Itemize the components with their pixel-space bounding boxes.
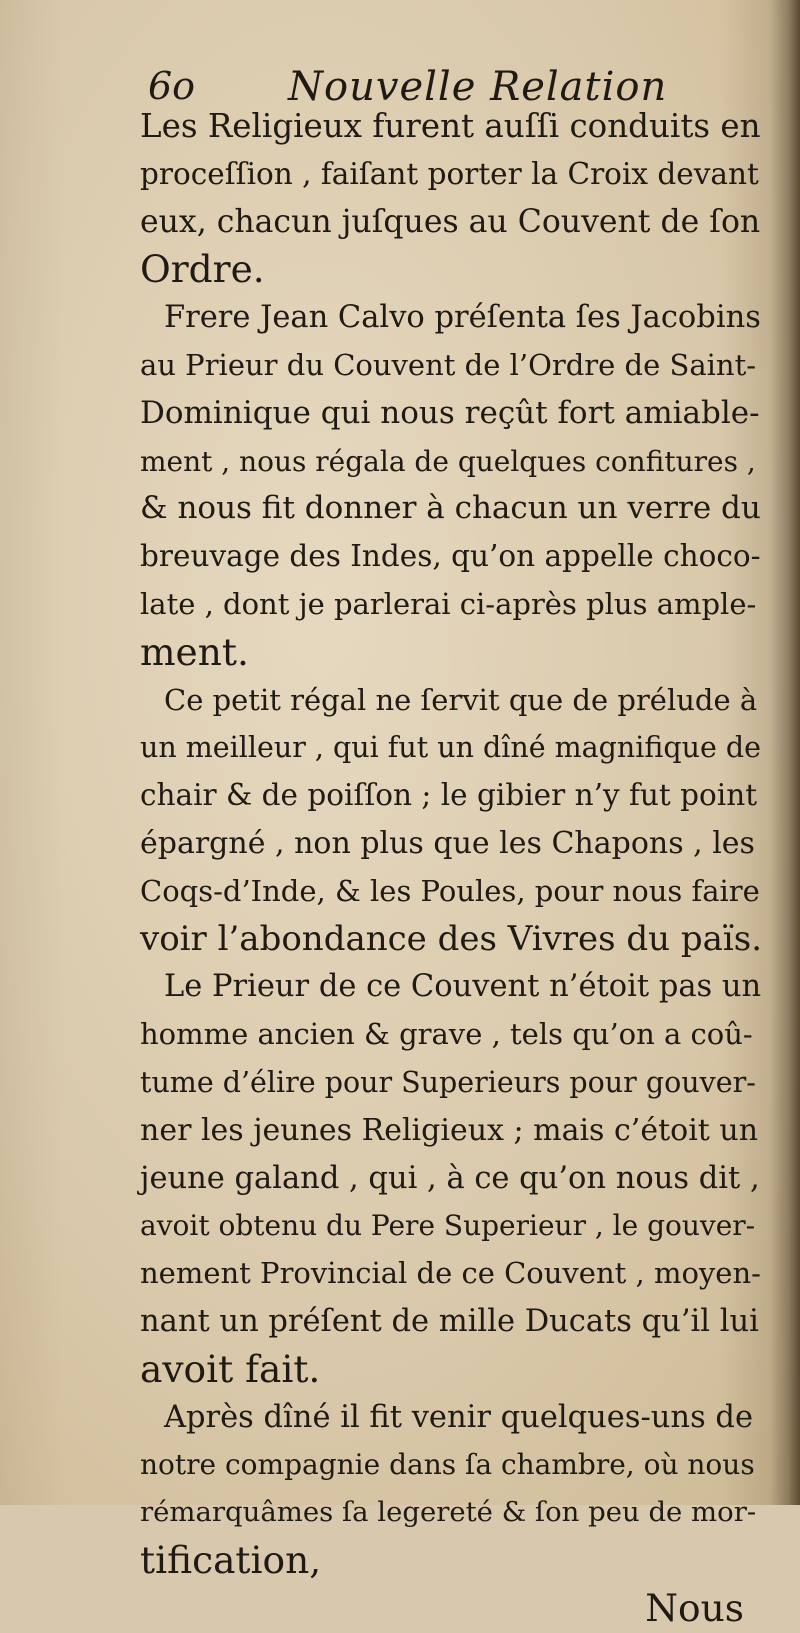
text-line: ment , nous régala de quelques confitures , (140, 444, 756, 478)
text-line: Ordre. (140, 247, 265, 292)
text-line: jeune galand , qui , à ce qu’on nous dit , (140, 1160, 760, 1196)
text-line: eux, chacun juſques au Couvent de ſon (140, 203, 761, 240)
text-line: rémarquâmes ſa legereté & ſon peu de mor- (140, 1496, 757, 1529)
text-line: ner les jeunes Religieux ; mais c’étoit un (140, 1112, 759, 1148)
text-line: Après dîné il fit venir quelques-uns de (164, 1399, 754, 1435)
text-line: late , dont je parlerai ci-après plus ample- (140, 586, 757, 621)
body-text (140, 103, 762, 1633)
running-title: Nouvelle Relation (288, 64, 668, 110)
text-line: avoit fait. (140, 1346, 321, 1391)
text-line: voir l’abondance des Vivres du païs. (140, 918, 763, 959)
text-line: Dominique qui nous reçût fort amiable- (140, 394, 760, 431)
text-line: ment. (140, 629, 249, 674)
text-line: au Prieur du Couvent de l’Ordre de Saint- (140, 347, 757, 382)
text-line: breuvage des Indes, qu’on appelle choco- (140, 539, 761, 574)
text-line: tification, (140, 1537, 322, 1582)
text-line: Ce petit régal ne ſervit que de prélude à (164, 682, 758, 717)
page-edge-shadow (770, 0, 800, 1505)
text-line: notre compagnie dans ſa chambre, où nous (140, 1448, 755, 1482)
text-line: chair & de poiſſon ; le gibier n’y fut point (140, 778, 758, 813)
text-line: nant un préſent de mille Ducats qu’il lui (140, 1303, 759, 1339)
text-line: Frere Jean Calvo préſenta ſes Jacobins (164, 300, 761, 336)
catchword: Nous (645, 1585, 744, 1630)
text-line: nement Provincial de ce Couvent , moyen- (140, 1256, 761, 1291)
text-line: un meilleur , qui fut un dîné magnifique de (140, 731, 762, 765)
text-line: Les Religieux furent auſſi conduits en (140, 107, 761, 145)
text-line: tume d’élire pour Superieurs pour gouver- (140, 1065, 756, 1099)
text-line: avoit obtenu du Pere Superieur , le gouver- (140, 1209, 756, 1243)
text-line: proceſſion , faiſant porter la Croix devant (140, 156, 759, 191)
page-number: 6o (148, 64, 196, 108)
text-line: homme ancien & grave , tels qu’on a coû- (140, 1017, 753, 1052)
text-line: épargné , non plus que les Chapons , les (140, 825, 755, 861)
text-line: & nous fit donner à chacun un verre du (140, 490, 761, 527)
text-line: Coqs-d’Inde, & les Poules, pour nous faire (140, 873, 760, 908)
text-line: Le Prieur de ce Couvent n’étoit pas un (164, 969, 762, 1005)
